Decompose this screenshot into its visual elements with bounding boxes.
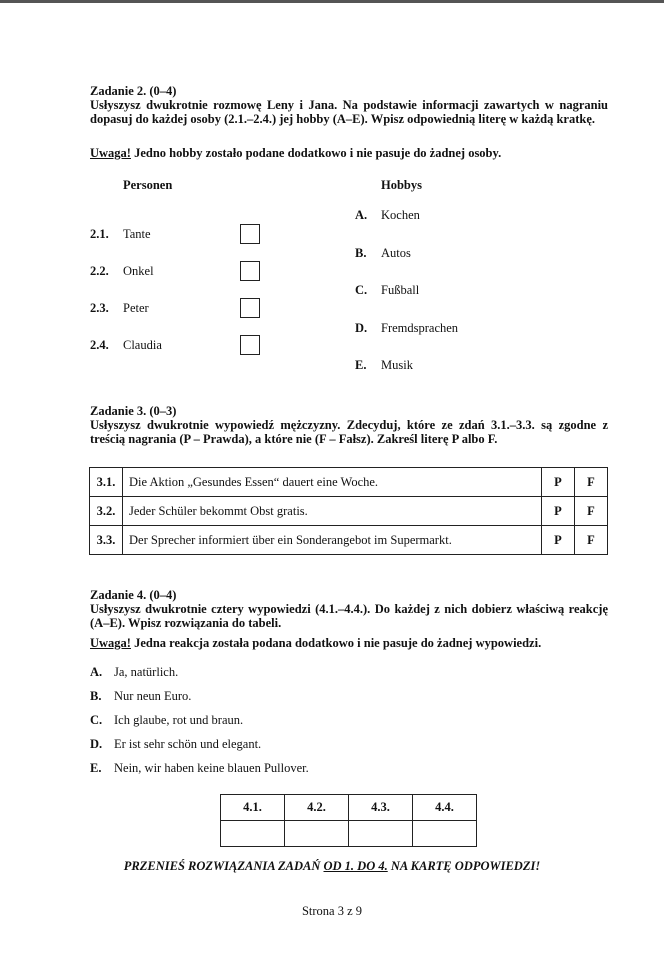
task2-note: [90, 147, 501, 161]
top-border: [0, 0, 664, 3]
task3-title: Zadanie 3. (0–3): [90, 404, 177, 418]
task4-note-label: Uwaga!: [90, 636, 131, 650]
reaction-option: D. Er ist sehr schön und elegant.: [90, 737, 262, 751]
task4-instructions: Usłyszysz dwukrotnie cztery wypowiedzi (4.1.–4.4.). Do każdej z nich dobierz właściwą reakcję (A–E). Wpisz rozwiązania do tabeli.: [90, 602, 608, 630]
answer-box-2-3[interactable]: [240, 298, 260, 318]
person-row: 2.1. Tante: [90, 227, 151, 241]
row-number: 3.2.: [90, 497, 123, 526]
hobby-item: D. Fremdsprachen: [355, 321, 459, 335]
option-f[interactable]: F: [575, 468, 608, 497]
option-p[interactable]: P: [542, 468, 575, 497]
table-row: [221, 821, 477, 847]
person-row: 2.2. Onkel: [90, 264, 154, 278]
task2-note-text: Jedno hobby zostało podane dodatkowo i nie pasuje do żadnej osoby.: [130, 146, 502, 160]
table-row: [90, 526, 608, 555]
table-row: [221, 795, 477, 821]
answer-cell-4-3[interactable]: [349, 821, 413, 847]
option-f[interactable]: F: [575, 497, 608, 526]
hobby-item: C. Fußball: [355, 283, 420, 297]
col-persons-header: Personen: [123, 178, 173, 192]
person-row: 2.4. Claudia: [90, 338, 162, 352]
page-number: Strona 3 z 9: [301, 904, 363, 918]
reaction-option: E. Nein, wir haben keine blauen Pullover.: [90, 761, 309, 775]
hobby-item: E. Musik: [355, 358, 413, 372]
task3-instructions: Usłyszysz dwukrotnie wypowiedź mężczyzny. Zdecyduj, które ze zdań 3.1.–3.3. są zgodne z treścią nagrania (P – Prawda), a które nie (F – Fałsz). Zakreśl literę P albo F.: [90, 418, 608, 446]
task2-title: Zadanie 2. (0–4): [90, 84, 177, 98]
answer-cell-4-2[interactable]: [285, 821, 349, 847]
option-f[interactable]: F: [575, 526, 608, 555]
person-row: 2.3. Peter: [90, 301, 149, 315]
answer-header: 4.2.: [285, 795, 349, 821]
answer-cell-4-1[interactable]: [221, 821, 285, 847]
statement-text: Die Aktion „Gesundes Essen“ dauert eine Woche.: [123, 468, 542, 497]
hobby-item: B. Autos: [355, 246, 411, 260]
answer-box-2-4[interactable]: [240, 335, 260, 355]
task4-answer-table: [220, 794, 477, 847]
option-p[interactable]: P: [542, 497, 575, 526]
task4-note-text: Jedna reakcja została podana dodatkowo i nie pasuje do żadnej wypowiedzi.: [130, 636, 542, 650]
task4-title: Zadanie 4. (0–4): [90, 588, 177, 602]
answer-box-2-1[interactable]: [240, 224, 260, 244]
row-number: 3.3.: [90, 526, 123, 555]
reaction-option: C. Ich glaube, rot und braun.: [90, 713, 244, 727]
option-p[interactable]: P: [542, 526, 575, 555]
reaction-option: A. Ja, natürlich.: [90, 665, 179, 679]
hobby-item: A. Kochen: [355, 208, 420, 222]
reaction-option: B. Nur neun Euro.: [90, 689, 192, 703]
transfer-instruction: PRZENIEŚ ROZWIĄZANIA ZADAŃ OD 1. DO 4. NA KARTĘ ODPOWIEDZI!: [123, 859, 541, 873]
answer-header: 4.3.: [349, 795, 413, 821]
answer-header: 4.1.: [221, 795, 285, 821]
task2-instructions: Usłyszysz dwukrotnie rozmowę Leny i Jana. Na podstawie informacji zawartych w nagraniu dopasuj do każdej osoby (2.1.–2.4.) jej hobby (A–E). Wpisz odpowiednią literę w każdą kratkę.: [90, 98, 608, 126]
answer-box-2-2[interactable]: [240, 261, 260, 281]
row-number: 3.1.: [90, 468, 123, 497]
table-row: [90, 497, 608, 526]
statement-text: Jeder Schüler bekommt Obst gratis.: [123, 497, 542, 526]
statement-text: Der Sprecher informiert über ein Sonderangebot im Supermarkt.: [123, 526, 542, 555]
task4-note: [90, 637, 541, 651]
table-row: [90, 468, 608, 497]
task2-note-label: Uwaga!: [90, 146, 131, 160]
answer-cell-4-4[interactable]: [413, 821, 477, 847]
task3-table: [89, 467, 608, 555]
col-hobbys-header: Hobbys: [381, 178, 422, 192]
answer-header: 4.4.: [413, 795, 477, 821]
